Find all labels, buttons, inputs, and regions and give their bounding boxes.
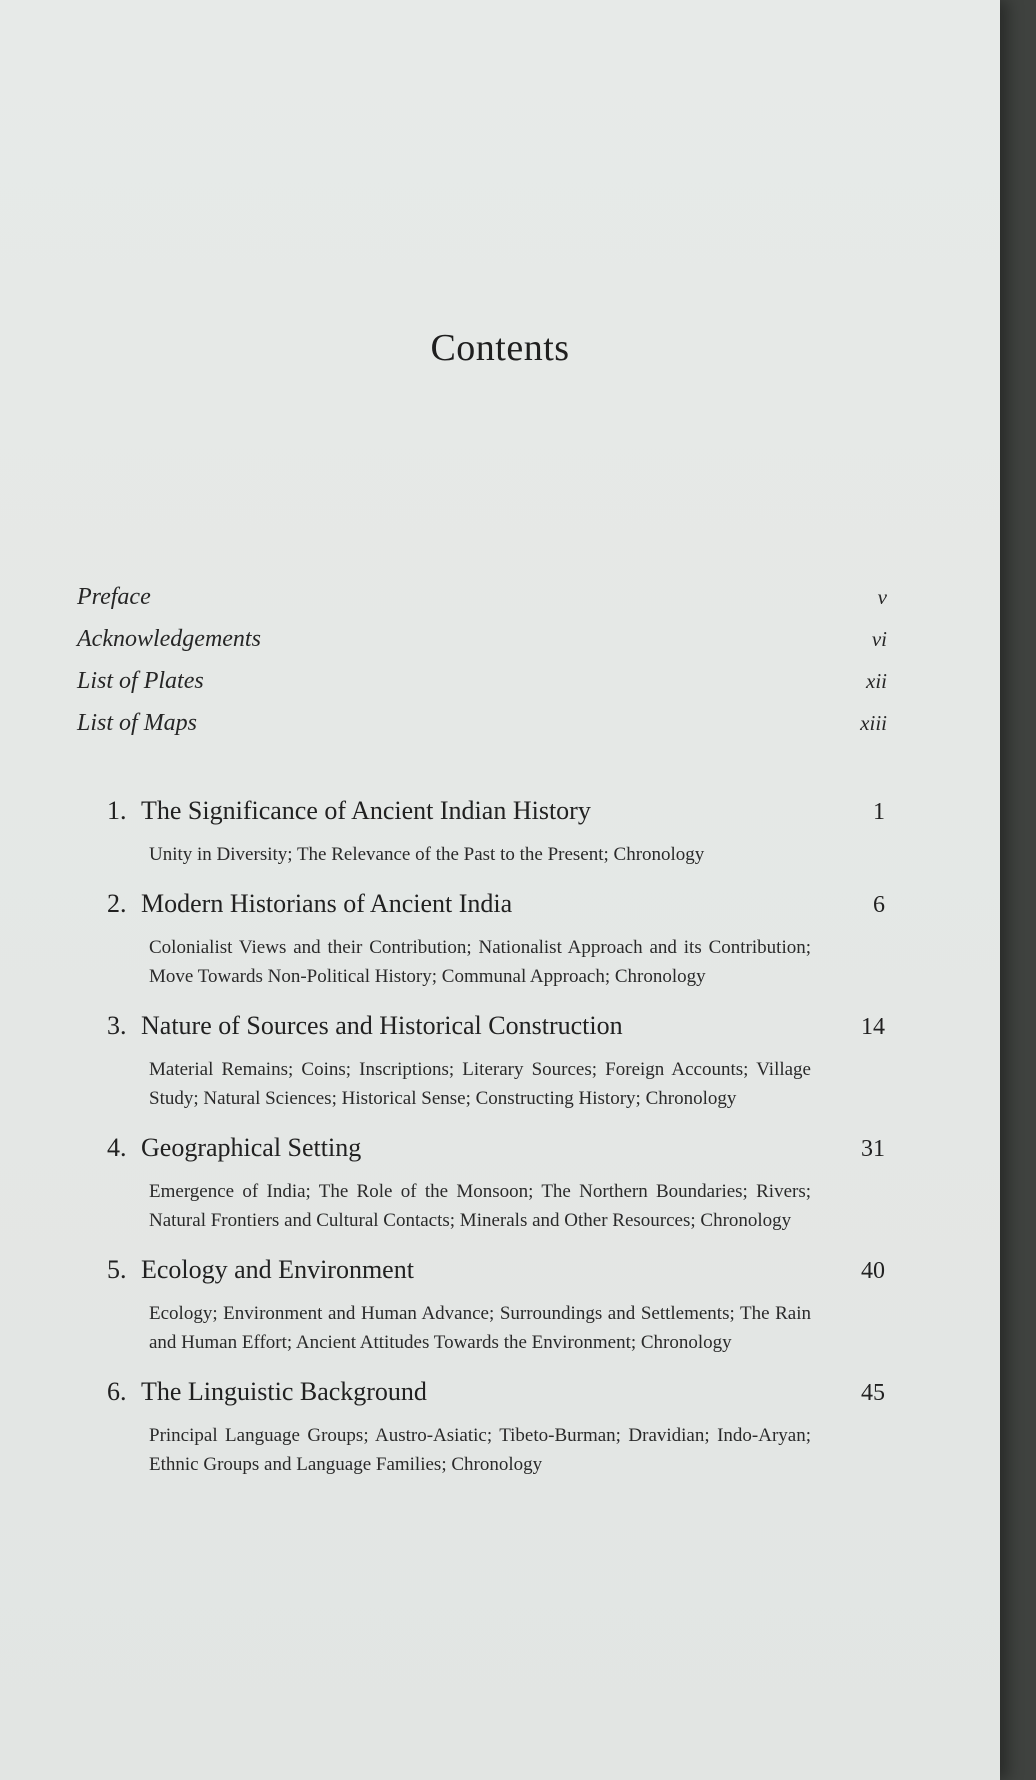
chapter-title: Nature of Sources and Historical Construction xyxy=(141,1011,623,1040)
front-matter-label: Acknowledgements xyxy=(77,626,261,652)
front-matter-entry xyxy=(77,626,887,668)
chapter-title: The Significance of Ancient Indian History xyxy=(141,796,591,825)
chapter-page: 31 xyxy=(861,1136,885,1162)
chapter-topics: Emergence of India; The Role of the Monsoon; The Northern Boundaries; Rivers; Natural Frontiers and Cultural Contacts; Minerals and Other Resources; Chronology xyxy=(149,1181,811,1231)
chapter-page: 40 xyxy=(861,1258,885,1284)
chapter-list xyxy=(107,796,887,1499)
chapter-number: 3. xyxy=(107,1011,127,1040)
chapter-heading xyxy=(107,1133,887,1169)
chapter-number: 4. xyxy=(107,1133,127,1162)
chapter-entry xyxy=(107,1133,887,1235)
front-matter-label: List of Plates xyxy=(77,668,204,694)
front-matter-entry xyxy=(77,668,887,710)
chapter-title: Ecology and Environment xyxy=(141,1255,414,1284)
chapter-page: 45 xyxy=(861,1380,885,1406)
front-matter-page: vi xyxy=(871,627,887,651)
front-matter-entry xyxy=(77,584,887,626)
front-matter-entry xyxy=(77,710,887,752)
chapter-number: 6. xyxy=(107,1377,127,1406)
chapter-topics: Material Remains; Coins; Inscriptions; Literary Sources; Foreign Accounts; Village Study; Natural Sciences; Historical Sense; Constructing History; Chronology xyxy=(149,1059,811,1109)
chapter-topics: Principal Language Groups; Austro-Asiatic; Tibeto-Burman; Dravidian; Indo-Aryan; Ethnic Groups and Language Families; Chronology xyxy=(149,1425,811,1475)
chapter-page: 14 xyxy=(861,1014,885,1040)
front-matter-page: v xyxy=(877,585,887,609)
chapter-entry xyxy=(107,1011,887,1113)
page-title: Contents xyxy=(430,327,570,369)
chapter-number: 1. xyxy=(107,796,127,825)
chapter-number: 5. xyxy=(107,1255,127,1284)
chapter-page: 6 xyxy=(873,892,885,918)
chapter-entry xyxy=(107,889,887,991)
chapter-number: 2. xyxy=(107,889,127,918)
front-matter-page: xii xyxy=(866,669,887,693)
front-matter-page: xiii xyxy=(860,711,887,735)
chapter-page: 1 xyxy=(873,799,885,825)
chapter-heading xyxy=(107,1255,887,1291)
chapter-title: Geographical Setting xyxy=(141,1133,362,1162)
front-matter-label: Preface xyxy=(77,584,151,610)
chapter-heading xyxy=(107,889,887,925)
chapter-entry xyxy=(107,796,887,869)
chapter-topics: Unity in Diversity; The Relevance of the Past to the Present; Chronology xyxy=(149,844,705,865)
chapter-title: Modern Historians of Ancient India xyxy=(141,889,513,918)
chapter-title: The Linguistic Background xyxy=(141,1377,427,1406)
front-matter-label: List of Maps xyxy=(77,710,198,736)
chapter-heading xyxy=(107,1377,887,1413)
front-matter-list xyxy=(77,584,887,752)
chapter-topics: Ecology; Environment and Human Advance; Surroundings and Settlements; The Rain and Human Effort; Ancient Attitudes Towards the Environment; Chronology xyxy=(149,1303,811,1353)
chapter-heading xyxy=(107,796,887,832)
chapter-topics: Colonialist Views and their Contribution; Nationalist Approach and its Contribution; Move Towards Non-Political History; Communal Approach; Chronology xyxy=(149,937,811,987)
chapter-entry xyxy=(107,1377,887,1479)
chapter-entry xyxy=(107,1255,887,1357)
chapter-heading xyxy=(107,1011,887,1047)
